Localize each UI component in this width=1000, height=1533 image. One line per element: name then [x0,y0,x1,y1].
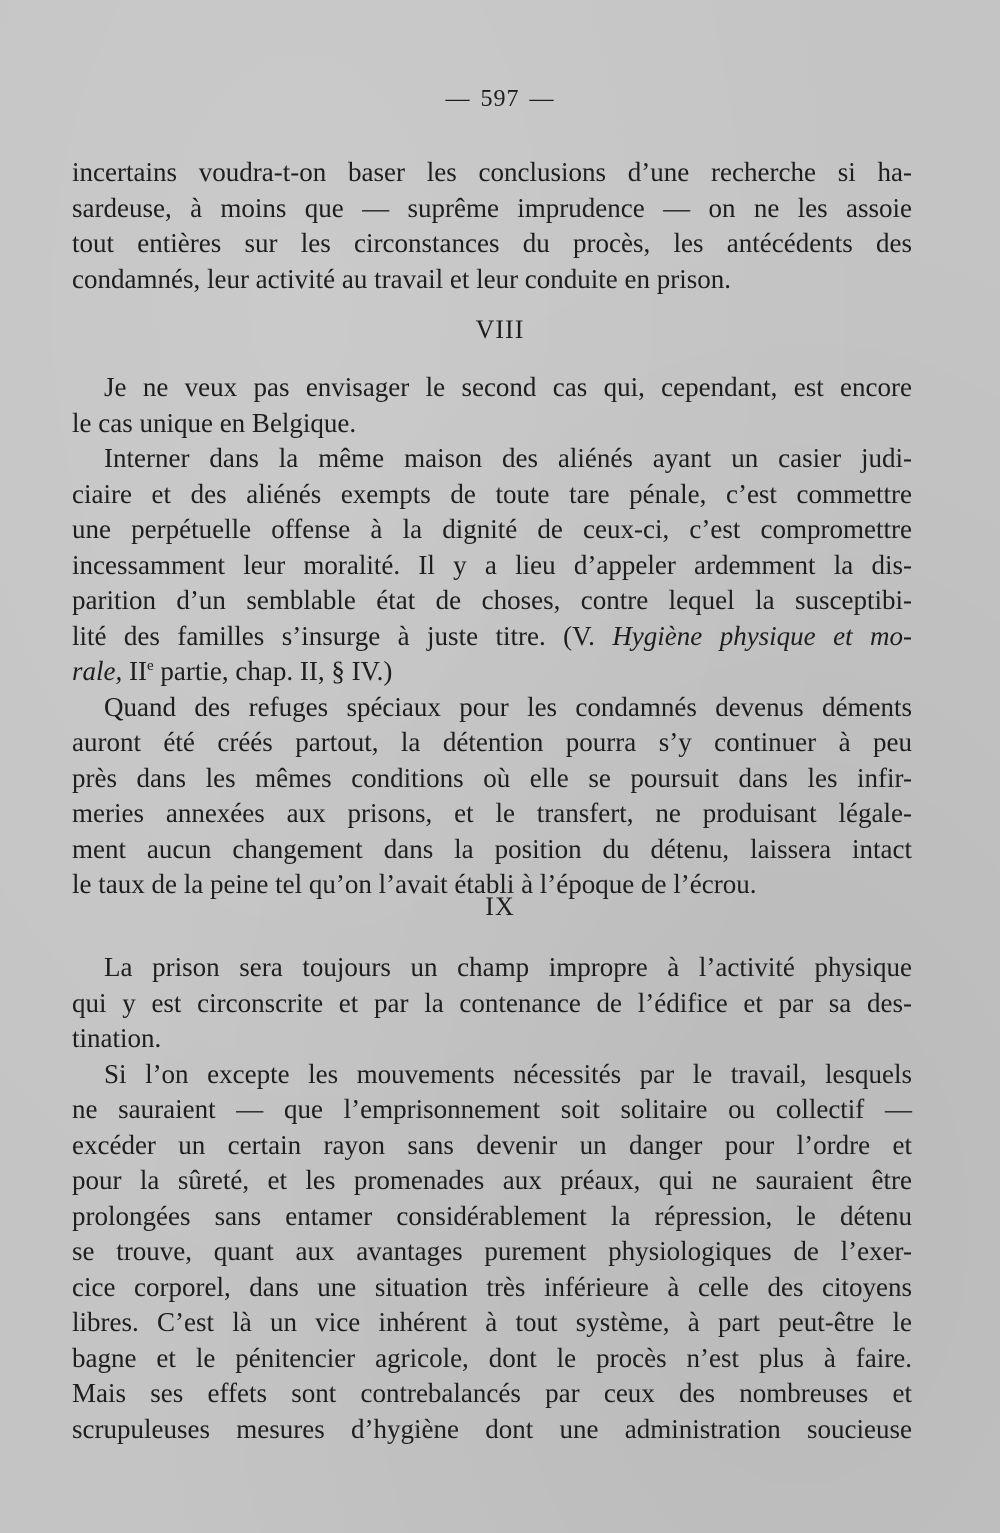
citation-superscript: e [146,658,154,674]
text-line: incertains voudra-t-on baser les conclusions d’une recherche si ha- [72,157,912,187]
section-ix-text [72,950,912,1447]
text-line: près dans les mêmes conditions où elle se poursuit dans les infir- [72,762,912,793]
text-line: incessamment leur moralité. Il y a lieu d’appeler ardemment la dis- [72,549,912,580]
text-line: tout entières sur les circonstances du procès, les antécédents des [72,228,912,258]
text-line: le taux de la peine tel qu’on l’avait établi à l’époque de l’écrou. [72,869,757,899]
text-line: condamnés, leur activité au travail et leur conduite en prison. [72,263,732,294]
text-line: Si l’on excepte les mouvements nécessités par le travail, lesquels [104,1058,912,1089]
page-number-value: 597 [480,86,520,112]
text-line: ciaire et des aliénés exempts de toute tare pénale, c’est commettre [72,478,912,509]
citation-title: Hygiène physique et mo- [612,620,912,651]
text-line: libres. C’est là un vice inhérent à tout système, à part peut-être le [72,1307,912,1337]
text-line: sardeuse, à moins que — suprême imprudence — on ne les assoie [72,192,912,223]
text-line: qui y est circonscrite et par la contenance de l’édifice et par sa des- [72,987,912,1018]
text-line: scrupuleuses mesures d’hygiène dont une administration soucieuse [72,1413,912,1444]
page-number-dash-left: — [445,86,471,112]
text-line: prolongées sans entamer considérablement la répression, le détenu [72,1200,912,1231]
text-line: Interner dans la même maison des aliénés ayant un casier judi- [104,443,912,473]
text-line: excéder un certain rayon sans devenir un danger pour l’ordre et [72,1129,912,1160]
citation-part: II [122,656,147,686]
text-line: tination. [72,1023,162,1053]
text-line: ne sauraient — que l’emprisonnement soit solitaire ou collectif — [72,1094,912,1124]
page-number-dash-right: — [529,86,555,112]
section-heading-ix: IX [485,892,515,921]
text-line: ment aucun changement dans la position du détenu, laissera intact [72,833,912,864]
citation-title-end: rale, [72,656,123,686]
text-line: une perpétuelle offense à la dignité de ceux-ci, c’est compromettre [72,514,912,544]
text-line: Je ne veux pas envisager le second cas qui, cependant, est encore [104,372,912,402]
text-line: auront été créés partout, la détention pourra s’y continuer à peu [72,727,912,757]
text-line: Quand des refuges spéciaux pour les condamnés devenus déments [104,691,912,722]
section-heading-viii: VIII [475,315,525,344]
text-line-citation-end [72,654,912,690]
text-line: La prison sera toujours un champ impropre à l’activité physique [104,952,912,982]
text-line-with-citation [72,619,912,655]
text-line: cice corporel, dans une situation très inférieure à celle des citoyens [72,1271,912,1302]
text-line: meries annexées aux prisons, et le transfert, ne produisant légale- [72,798,912,828]
text-line: bagne et le pénitencier agricole, dont le procès n’est plus à faire. [72,1342,912,1373]
text-line: se trouve, quant aux avantages purement physiologiques de l’exer- [72,1236,912,1266]
citation-reference: partie, chap. II, § IV.) [153,656,393,686]
page-number [0,86,1000,113]
section-viii-text [72,370,912,903]
text-line: pour la sûreté, et les promenades aux préaux, qui ne sauraient être [72,1165,912,1195]
text-line: le cas unique en Belgique. [72,407,357,438]
text-line: Mais ses effets sont contrebalancés par ceux des nombreuses et [72,1378,912,1408]
text-fragment: lité des familles s’insurge à juste titre. (V. [72,620,613,651]
paragraph-continuation [72,155,912,297]
text-line: parition d’un semblable état de choses, contre lequel la susceptibi- [72,585,912,615]
